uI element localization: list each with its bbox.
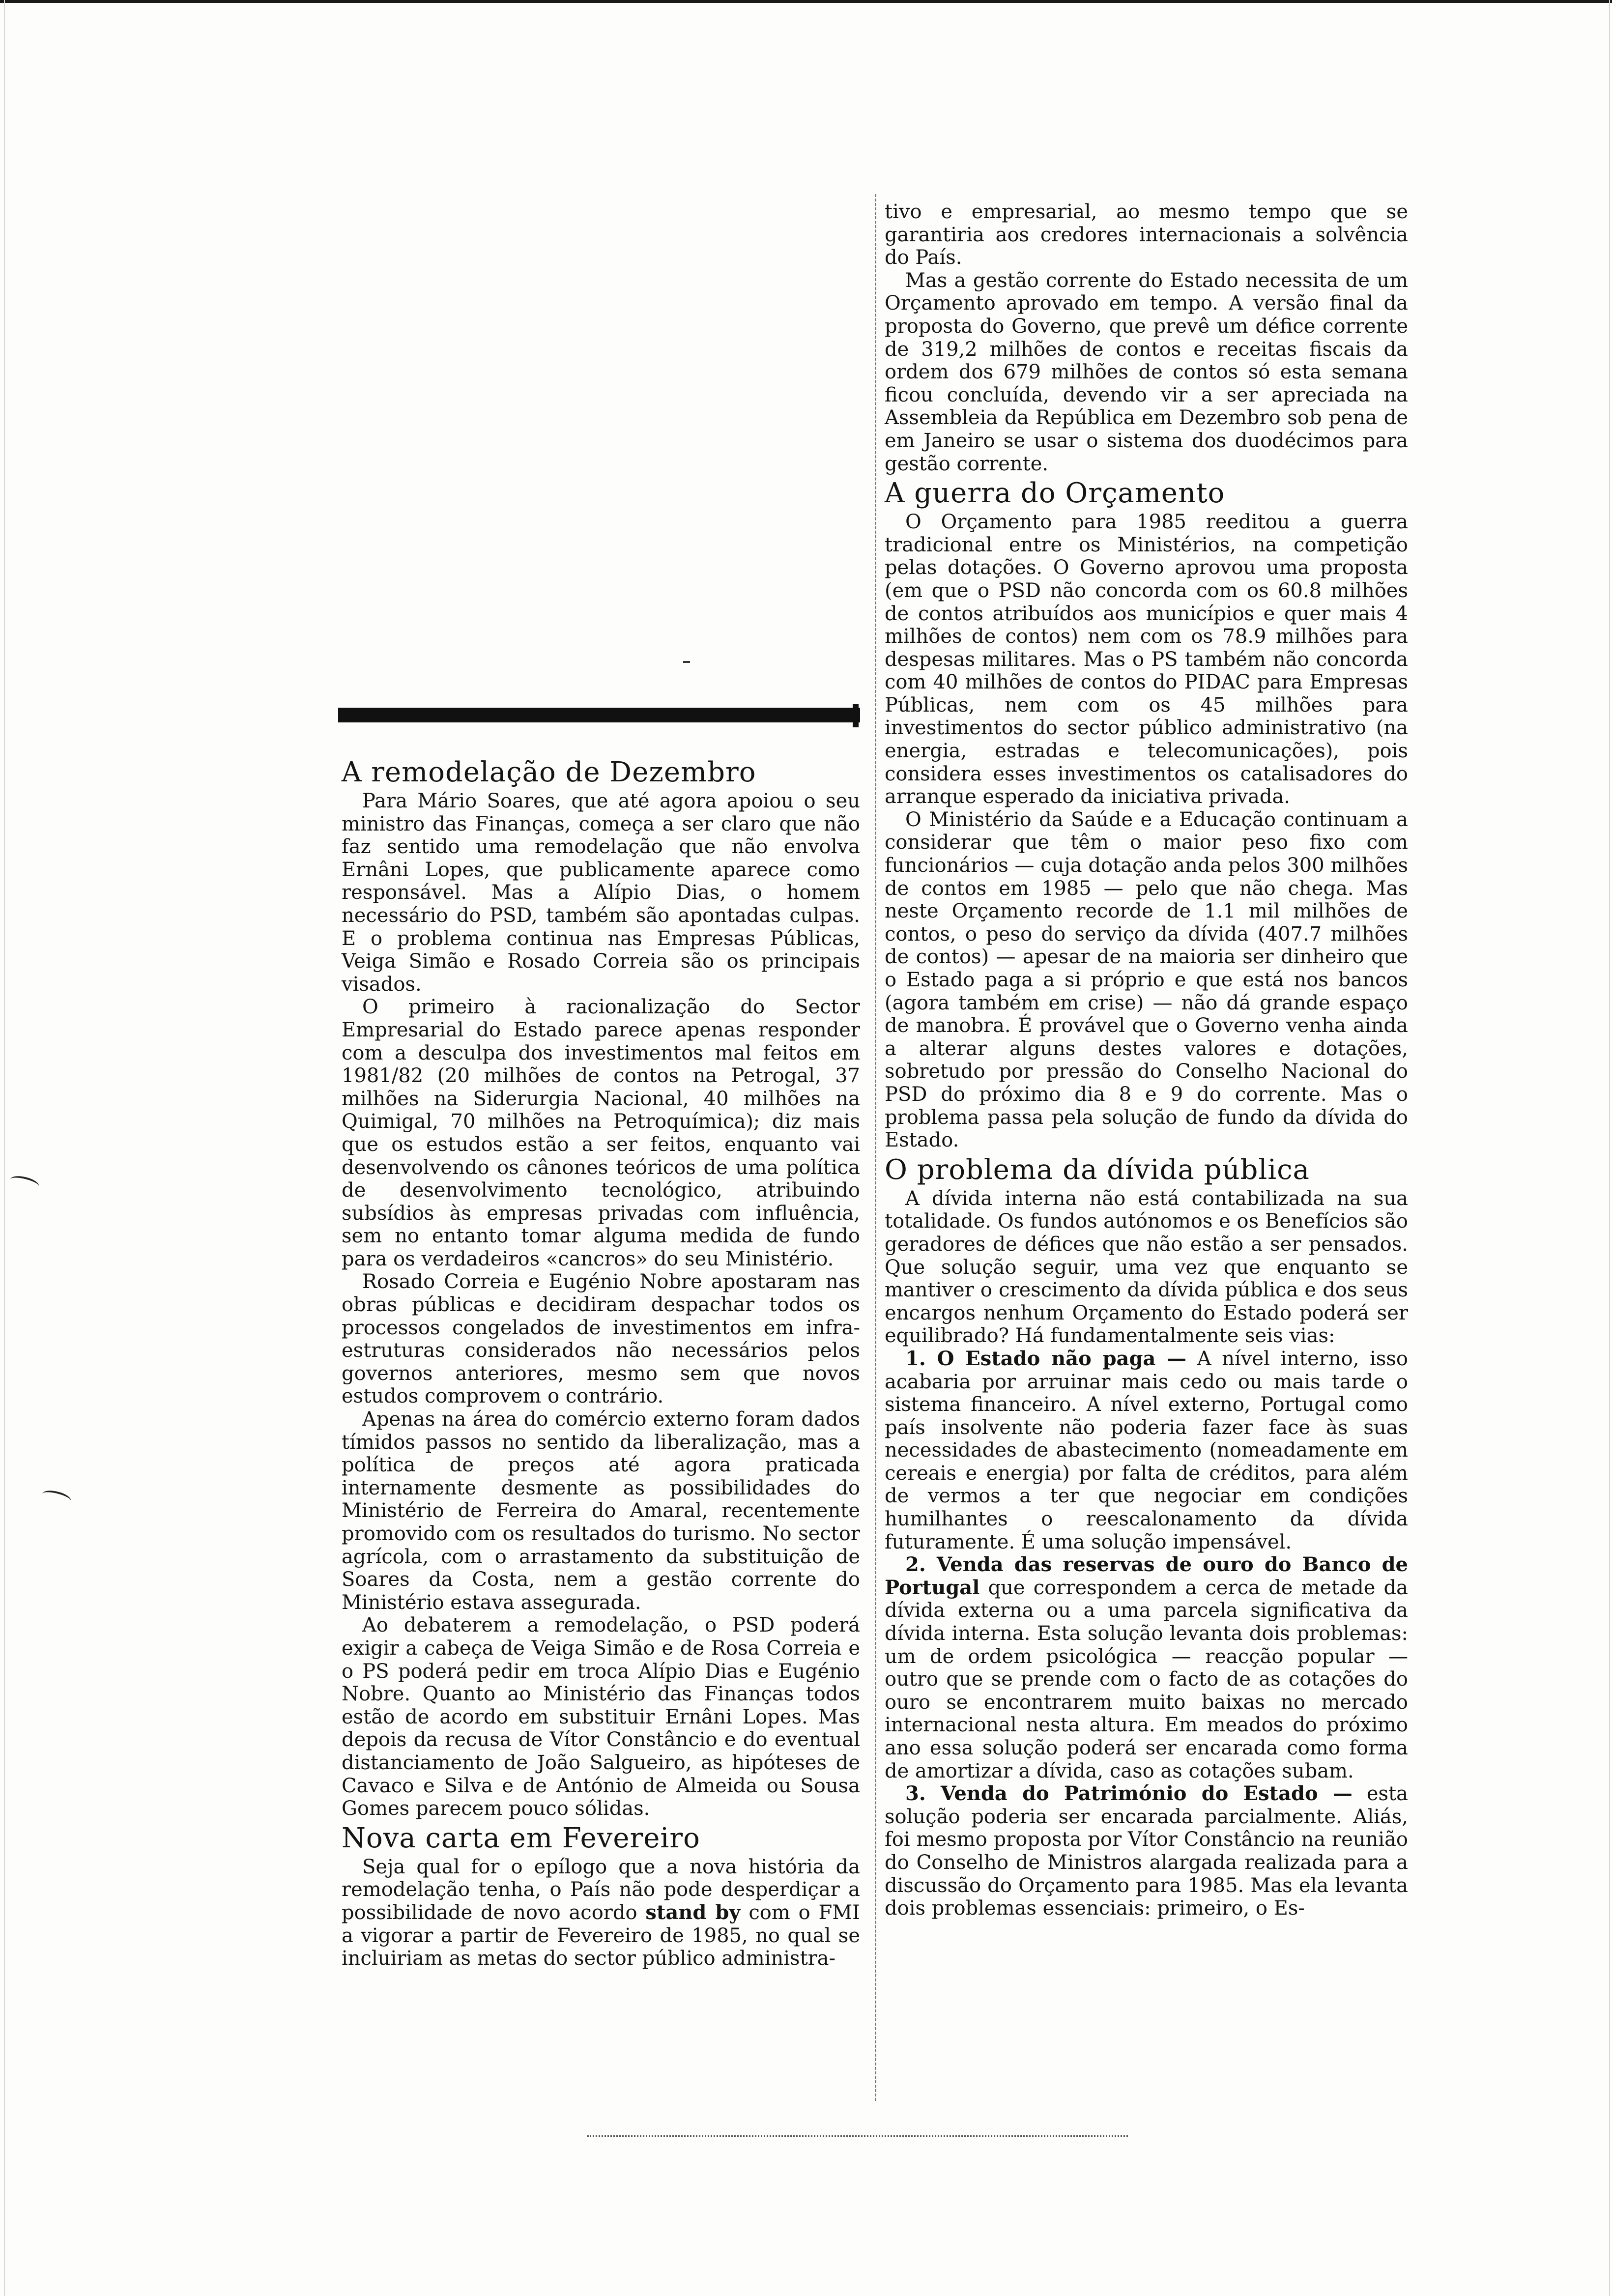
paragraph xyxy=(342,1856,860,1970)
right-column xyxy=(885,201,1408,1920)
via-text: A nível interno, isso acabaria por arruinar mais cedo ou mais tarde o sistema financeiro. A nível externo, Portugal como país insolvente não poderia fazer face às suas necessidades de abastecimento (nomeadamente em cereais e energia) por falta de créditos, para além de vermos a ter que negociar em condições humilhantes o reescalonamento da dívida futuramente. É uma solução impensável. xyxy=(885,1347,1408,1553)
section-heading-divida: O problema da dívida pública xyxy=(885,1153,1310,1186)
paragraph: Ao debaterem a remodelação, o PSD poderá exigir a cabeça de Veiga Simão e de Rosa Correia e o PS poderá pedir em troca Alípio Dias e Eugénio Nobre. Quanto ao Ministério das Finanças todos estão de acordo em substituir Ernâni Lopes. Mas depois da recusa de Vítor Constâncio e do eventual distanciamento de João Salgueiro, as hipóteses de Cavaco e Silva e de António de Almeida ou Sousa Gomes parecem pouco sólidas. xyxy=(342,1614,860,1820)
paragraph: Mas a gestão corrente do Estado necessita de um Orçamento aprovado em tempo. A versão final da proposta do Governo, que prevê um défice corrente de 319,2 milhões de contos e receitas fiscais da ordem dos 679 milhões de contos só esta semana ficou concluída, devendo vir a ser apreciada na Assembleia da República em Dezembro sob pena de em Janeiro se usar o sistema dos duodécimos para gestão corrente. xyxy=(885,269,1408,475)
section-divider-bar xyxy=(338,708,860,722)
via-text: esta solução poderia ser encarada parcialmente. Aliás, foi mesmo proposta por Vítor Constâncio na reunião do Conselho de Ministros alargada realizada para a discussão do Orçamento para 1985. Mas ela levanta dois problemas essenciais: primeiro, o Es- xyxy=(885,1782,1408,1920)
list-item-via-1 xyxy=(885,1348,1408,1553)
via-text: que correspondem a cerca de metade da dívida externa ou a uma parcela significativa da dívida interna. Esta solução levanta dois problemas: um de ordem psicológica — reacção popular — outro que se prende com o facto de as cotações do ouro se encontrarem muito baixas no mercado internacional nesta altura. Em meados do próximo ano essa solução poderá ser encarada como forma de amortizar a dívida, caso as cotações subam. xyxy=(885,1576,1408,1782)
via-title: 2. Venda das reservas de ouro do Banco de Portugal xyxy=(885,1553,1408,1599)
paragraph: O primeiro à racionalização do Sector Empresarial do Estado parece apenas responder com a desculpa dos investimentos mal feitos em 1981/82 (20 milhões de contos na Petrogal, 37 milhões na Siderurgia Nacional, 40 milhões na Quimigal, 70 milhões na Petroquímica); diz mais que os estudos estão a ser feitos, enquanto vai desenvolvendo os cânones teóricos de uma política de desenvolvimento tecnológico, atribuindo subsídios às empresas privadas com influência, sem no entanto tomar alguma medida de fundo para os verdadeiros «cancros» do seu Ministério. xyxy=(342,996,860,1270)
list-item-via-3 xyxy=(885,1782,1408,1920)
column-rule xyxy=(875,194,878,2101)
section-heading-nova-carta: Nova carta em Fevereiro xyxy=(342,1822,700,1854)
list-item-via-2 xyxy=(885,1553,1408,1782)
bottom-scan-marks xyxy=(587,2135,1128,2143)
text-run: com o FMI a vigorar a partir de Fevereiro de 1985, no qual se incluiriam as metas do sector público administra- xyxy=(342,1901,860,1970)
left-column xyxy=(342,754,860,1970)
paragraph: Apenas na área do comércio externo foram dados tímidos passos no sentido da liberalização, mas a política de preços até agora praticada internamente desmente as possibilidades do Ministério de Ferreira do Amaral, recentemente promovido com os resultados do turismo. No sector agrícola, com o arrastamento da substituição de Soares da Costa, nem a gestão corrente do Ministério estava assegurada. xyxy=(342,1408,860,1614)
paragraph: A dívida interna não está contabilizada na sua totalidade. Os fundos autónomos e os Benefícios são geradores de défices que não estão a ser pensados. Que solução seguir, uma vez que enquanto se mantiver o crescimento da dívida pública e dos seus encargos nenhum Orçamento do Estado poderá ser equilibrado? Há fundamentalmente seis vias: xyxy=(885,1187,1408,1348)
paragraph: O Ministério da Saúde e a Educação continuam a considerar que têm o maior peso fixo com funcionários — cuja dotação anda pelos 300 milhões de contos em 1985 — pelo que não chega. Mas neste Orçamento recorde de 1.1 mil milhões de contos, o peso do serviço da dívida (407.7 milhões de contos) — apesar de na maioria ser dinheiro que o Estado paga a si próprio e que está nos bancos (agora também em crise) — não dá grande espaço de manobra. É provável que o Governo venha ainda a alterar alguns destes valores e dotações, sobretudo por pressão do Conselho Nacional do PSD do próximo dia 8 e 9 do corrente. Mas o problema passa pela solução de fundo da dívida do Estado. xyxy=(885,808,1408,1152)
via-title: 1. O Estado não paga — xyxy=(905,1347,1187,1370)
via-title: 3. Venda do Património do Estado — xyxy=(905,1782,1353,1806)
divider-tick xyxy=(853,704,859,727)
paragraph: Para Mário Soares, que até agora apoiou o seu ministro das Finanças, começa a ser claro que não faz sentido uma remodelação que não envolva Ernâni Lopes, que publicamente aparece como responsável. Mas a Alípio Dias, o homem necessário do PSD, também são apontadas culpas. E o problema continua nas Empresas Públicas, Veiga Simão e Rosado Correia são os principais visados. xyxy=(342,790,860,996)
section-heading-guerra: A guerra do Orçamento xyxy=(885,477,1225,510)
paragraph: Rosado Correia e Eugénio Nobre apostaram nas obras públicas e decidiram despachar todos os processos congelados de investimentos em infra-estruturas considerados não necessários pelos governos anteriores, mesmo sem que novos estudos comprovem o contrário. xyxy=(342,1270,860,1408)
section-heading-remodelacao: A remodelação de Dezembro xyxy=(342,756,756,788)
scan-speck xyxy=(683,661,690,663)
bold-term: stand by xyxy=(645,1900,741,1924)
paragraph-continuation: tivo e empresarial, ao mesmo tempo que se garantiria aos credores internacionais a solvência do País. xyxy=(885,201,1408,269)
text-run: Seja qual for o epílogo que a nova história da remodelação tenha, o País não pode desperdiçar a possibilidade de novo acordo xyxy=(342,1855,860,1924)
paragraph: O Orçamento para 1985 reeditou a guerra tradicional entre os Ministérios, na competição pelas dotações. O Governo aprovou uma proposta (em que o PSD não concorda com os 60.8 milhões de contos atribuídos aos municípios e quer mais 4 milhões de contos) nem com os 78.9 milhões para despesas militares. Mas o PS também não concorda com 40 milhões de contos do PIDAC para Empresas Públicas, nem com os 45 milhões para investimentos do sector público administrativo (na energia, estradas e telecomunicações), pois considera esses investimentos os catalisadores do arranque esperado da iniciativa privada. xyxy=(885,511,1408,808)
